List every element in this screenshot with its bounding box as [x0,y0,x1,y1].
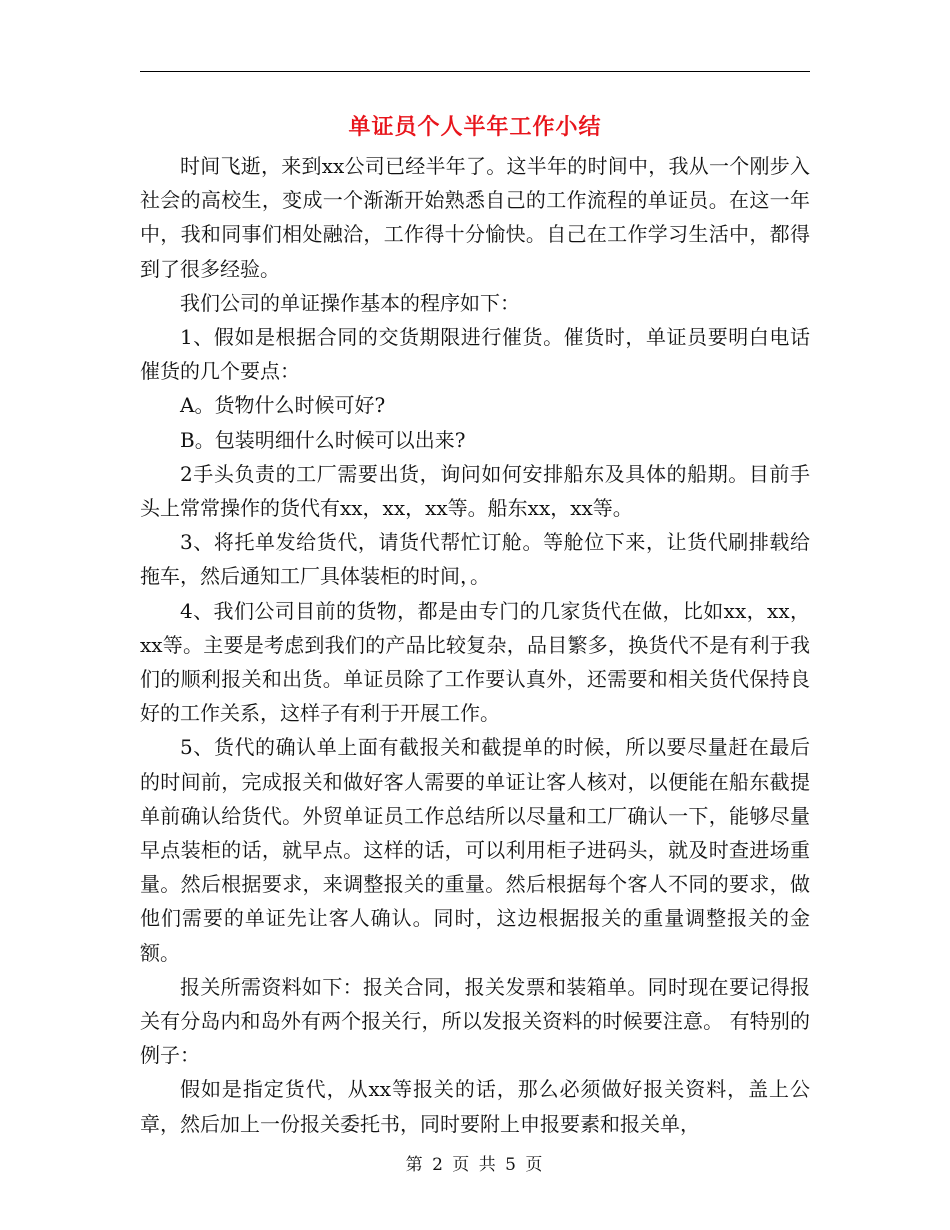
paragraph: 报关所需资料如下：报关合同，报关发票和装箱单。同时现在要记得报关有分岛内和岛外有两个报关行，所以发报关资料的时候要注意。 有特别的例子： [140,974,810,1068]
header-rule [140,71,810,72]
paragraph: 3、将托单发给货代，请货代帮忙订舱。等舱位下来，让货代刷排载给拖车，然后通知工厂具体装柜的时间，。 [140,530,810,589]
page-number: 第 2 页 共 5 页 [405,1155,545,1175]
paragraph: 假如是指定货代，从xx等报关的话，那么必须做好报关资料，盖上公章，然后加上一份报关委托书，同时要附上申报要素和报关单， [140,1077,810,1136]
document-body [140,149,810,1141]
paragraph: 4、我们公司目前的货物，都是由专门的几家货代在做，比如xx，xx，xx等。主要是考虑到我们的产品比较复杂，品目繁多，换货代不是有利于我们的顺利报关和出货。单证员除了工作要认真外，还需要和相关货代保持良好的工作关系，这样子有利于开展工作。 [140,598,810,726]
paragraph: 2手头负责的工厂需要出货，询问如何安排船东及具体的船期。目前手头上常常操作的货代有xx，xx，xx等。船东xx，xx等。 [140,461,810,521]
paragraph: A。货物什么时候可好? [180,393,386,418]
paragraph: 1、假如是根据合同的交货期限进行催货。催货时，单证员要明白电话催货的几个要点： [140,325,810,384]
paragraph: 我们公司的单证操作基本的程序如下： [180,290,520,315]
document-title: 单证员个人半年工作小结 [348,114,602,140]
paragraph: 5、货代的确认单上面有截报关和截提单的时候，所以要尽量赶在最后的时间前，完成报关和做好客人需要的单证让客人核对，以便能在船东截提单前确认给货代。外贸单证员工作总结所以尽量和工厂确认一下，能够尽量早点装柜的话，就早点。这样的话，可以利用柜子进码头，就及时查进场重量。然后根据要求，来调整报关的重量。然后根据每个客人不同的要求，做他们需要的单证先让客人确认。同时，这边根据报关的重量调整报关的金额。 [140,735,810,965]
paragraph: 时间飞逝，来到xx公司已经半年了。这半年的时间中，我从一个刚步入社会的高校生，变成一个渐渐开始熟悉自己的工作流程的单证员。在这一年中，我和同事们相处融洽，工作得十分愉快。自己在工作学习生活中，都得到了很多经验。 [140,154,810,281]
paragraph: B。包装明细什么时候可以出来? [180,427,466,452]
